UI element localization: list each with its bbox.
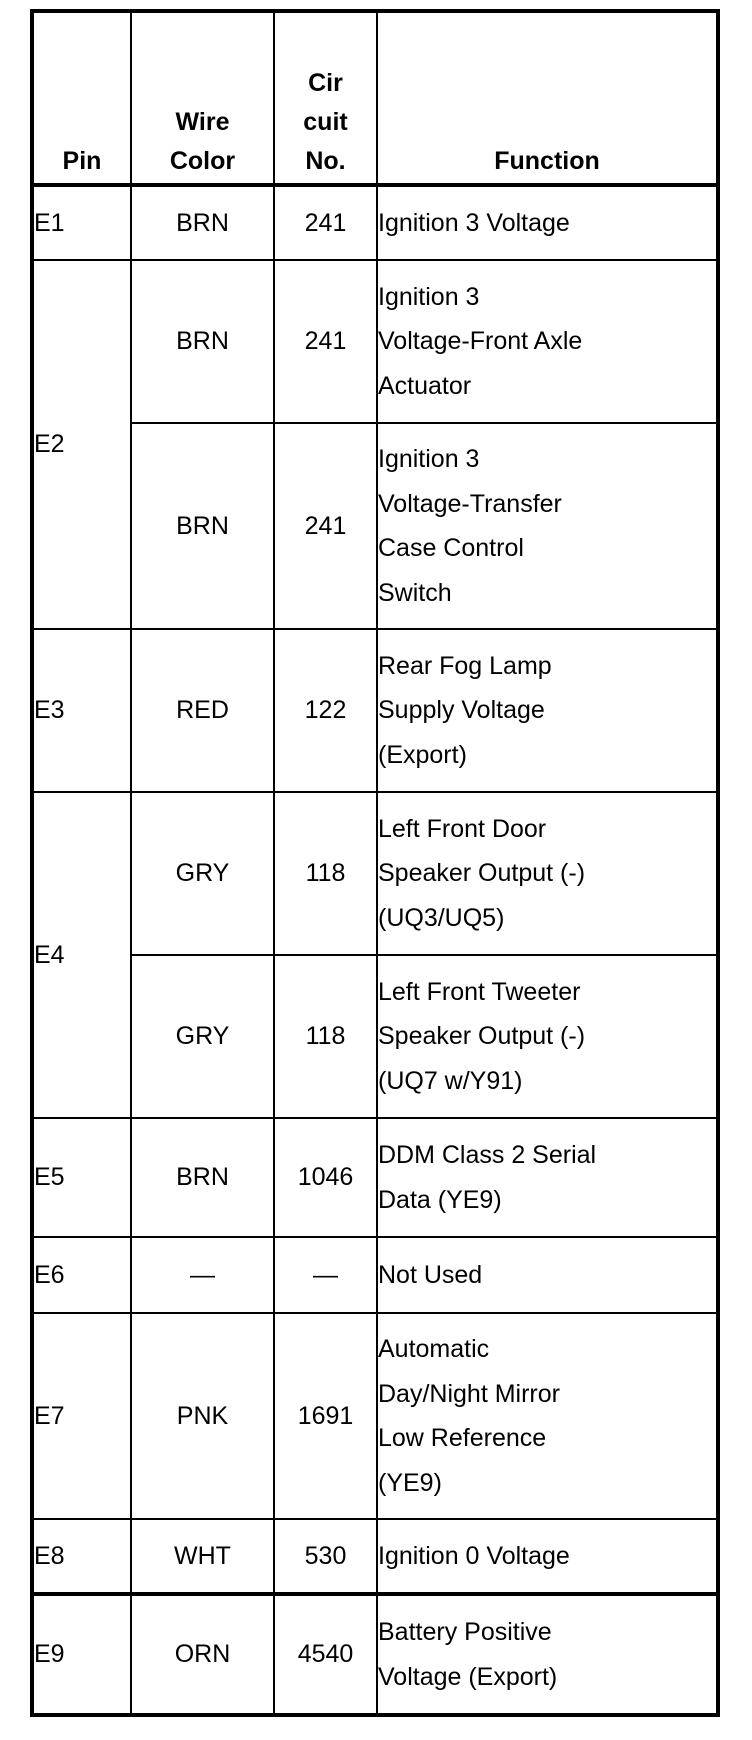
table-row [32,1313,718,1519]
circuit-cell: 1691 [274,1313,377,1519]
table-row [32,955,718,1118]
circuit-cell: 241 [274,423,377,629]
function-line: DDM Class 2 Serial [378,1141,597,1169]
header-row [32,11,718,185]
pin-cell: E2 [32,260,131,629]
function-line: Left Front Door [378,814,547,843]
function-line: Not Used [378,1260,483,1289]
function-cell [377,185,718,260]
function-line: Case Control [378,534,524,562]
pin-cell: E1 [32,185,131,260]
function-cell [377,629,718,792]
function-line: Automatic [378,1335,490,1363]
table-row [32,1519,718,1594]
function-line: Ignition 3 [378,282,480,311]
table-row [32,629,718,792]
circuit-cell: 1046 [274,1118,377,1237]
function-line: Ignition 3 Voltage [378,208,570,237]
function-line: Data (YE9) [378,1185,502,1214]
table-row [32,260,718,423]
wire-color-cell: GRY [131,955,274,1118]
pin-cell: E5 [32,1118,131,1237]
function-line: Rear Fog Lamp [378,651,552,680]
header-pin: Pin [32,11,131,185]
circuit-cell: 4540 [274,1594,377,1715]
function-line: (UQ7 w/Y91) [378,1066,523,1095]
function-line: Voltage (Export) [378,1662,558,1691]
function-cell [377,1118,718,1237]
pin-cell: E3 [32,629,131,792]
header-wire-color: Wire Color [131,11,274,185]
pin-cell: E9 [32,1594,131,1715]
pin-cell: E6 [32,1237,131,1313]
function-line: Switch [378,578,452,607]
table-row [32,1118,718,1237]
header-function: Function [377,11,718,185]
function-cell [377,423,718,629]
function-line: Supply Voltage [378,696,545,725]
header-circuit-no: Cir cuit No. [274,11,377,185]
table-row [32,185,718,260]
function-line: Speaker Output (-) [378,1022,586,1051]
circuit-cell: 118 [274,955,377,1118]
table-row [32,1594,718,1715]
function-line: Day/Night Mirror [378,1379,560,1408]
wire-color-cell: ORN [131,1594,274,1715]
wire-color-cell: BRN [131,423,274,629]
table-row [32,1237,718,1313]
function-cell [377,955,718,1118]
table-row [32,792,718,955]
function-cell [377,260,718,423]
wire-color-cell: BRN [131,260,274,423]
function-line: Voltage-Front Axle [378,327,583,356]
function-cell [377,792,718,955]
function-cell [377,1237,718,1313]
pin-cell: E8 [32,1519,131,1594]
function-line: Battery Positive [378,1618,552,1646]
function-line: Ignition 3 [378,445,480,473]
wire-color-cell: — [131,1237,274,1313]
wire-color-cell: WHT [131,1519,274,1594]
function-line: Actuator [378,371,472,400]
function-cell [377,1519,718,1594]
circuit-cell: 122 [274,629,377,792]
function-line: Low Reference [378,1424,547,1452]
function-cell [377,1313,718,1519]
pin-cell: E4 [32,792,131,1118]
circuit-cell: 118 [274,792,377,955]
function-line: Left Front Tweeter [378,977,581,1006]
function-line: (YE9) [378,1468,442,1497]
pin-cell: E7 [32,1313,131,1519]
function-cell [377,1594,718,1715]
table-row [32,423,718,629]
wire-color-cell: PNK [131,1313,274,1519]
wire-color-cell: RED [131,629,274,792]
pin-table [30,9,720,1717]
wire-color-cell: BRN [131,185,274,260]
circuit-cell: — [274,1237,377,1313]
wire-color-cell: GRY [131,792,274,955]
circuit-cell: 241 [274,260,377,423]
function-line: (Export) [378,740,467,769]
function-line: Speaker Output (-) [378,859,586,888]
function-line: Voltage-Transfer [378,489,562,518]
function-line: Ignition 0 Voltage [378,1541,570,1570]
function-line: (UQ3/UQ5) [378,903,505,932]
circuit-cell: 530 [274,1519,377,1594]
wire-color-cell: BRN [131,1118,274,1237]
circuit-cell: 241 [274,185,377,260]
